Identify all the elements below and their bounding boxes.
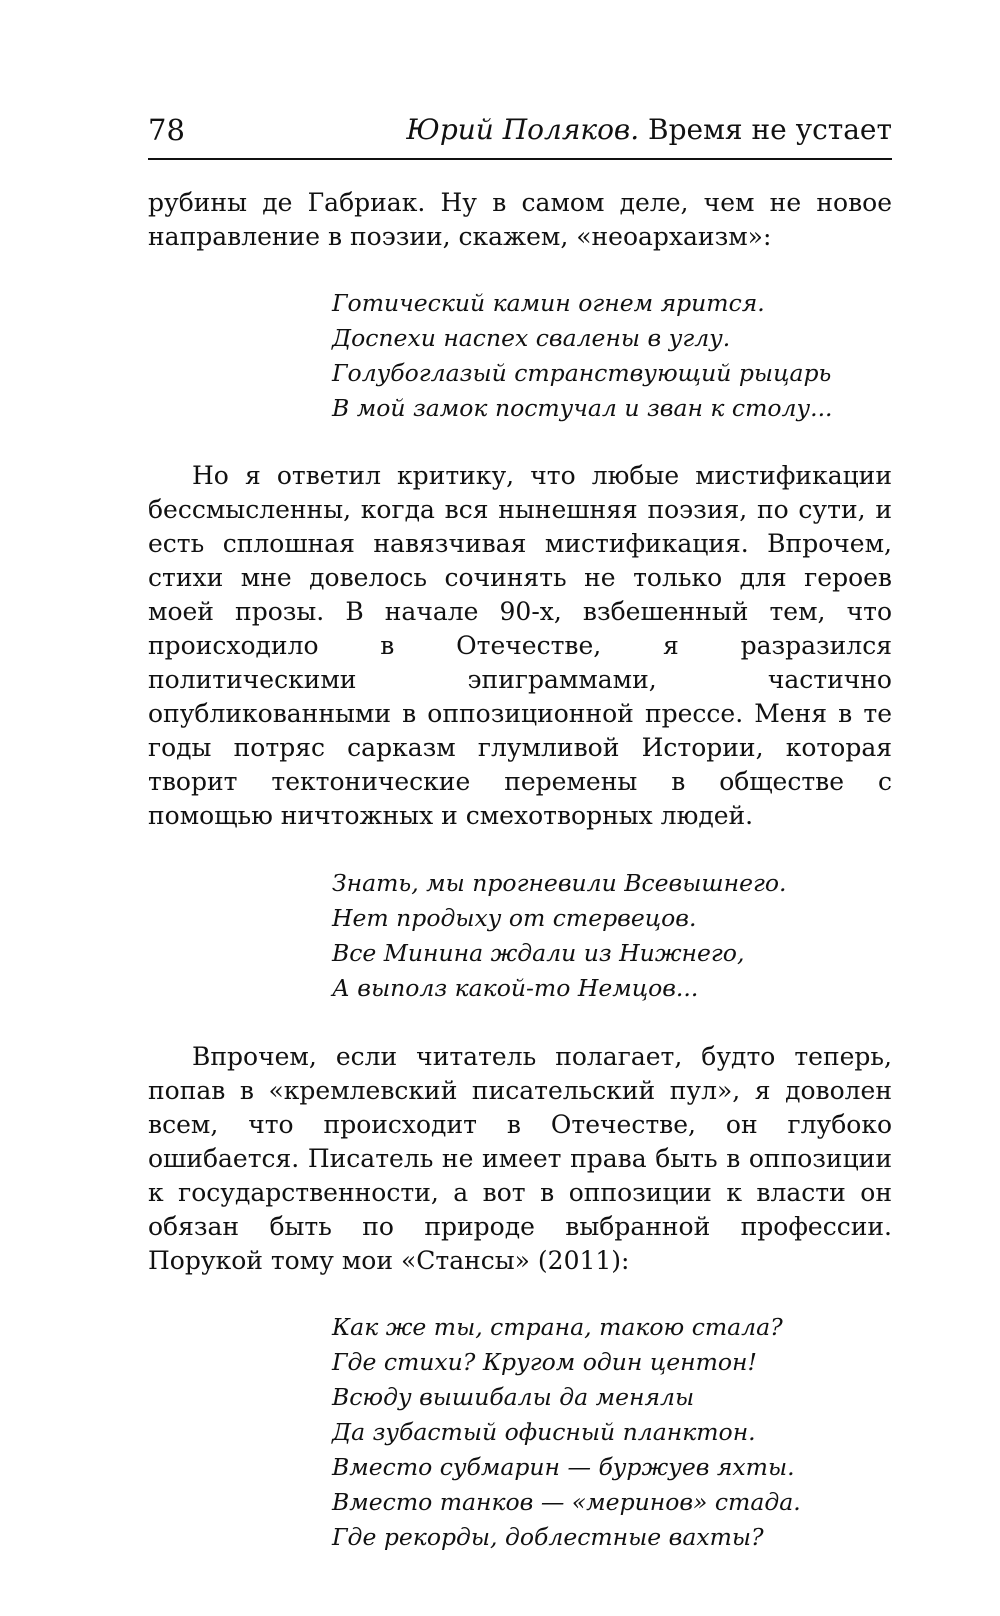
header-rule (148, 158, 892, 160)
verse-line: Где рекорды, доблестные вахты? (332, 1523, 764, 1551)
verse-2 (148, 866, 892, 1006)
verse-line: Где стихи? Кругом один центон! (332, 1348, 757, 1376)
paragraph-2: Но я ответил критику, что любые мистификации бессмысленны, когда вся нынешняя поэзия, по сути, и есть сплошная навязчивая мистификация. Впрочем, стихи мне довелось сочинять не только для героев моей прозы. В начале 90-х, взбешенный тем, что происходило в Отечестве, я разразился политическими эпиграммами, частично опубликованными в оппозиционной прессе. Меня в те годы потряс сарказм глумливой Истории, которая творит тектонические перемены в обществе с помощью ничтожных и смехотворных людей. (148, 461, 892, 830)
paragraph-1: рубины де Габриак. Ну в самом деле, чем не новое направление в поэзии, скажем, «неоархаизм»: (148, 188, 892, 251)
verse-line: Вместо субмарин — буржуев яхты. (332, 1453, 795, 1481)
verse-line: Да зубастый офисный планктон. (332, 1418, 756, 1446)
verse-line: Знать, мы прогневили Всевышнего. (332, 869, 787, 897)
verse-line: Все Минина ждали из Нижнего, (332, 939, 745, 967)
body-text (148, 186, 892, 1555)
verse-line: Доспехи наспех свалены в углу. (332, 324, 731, 352)
verse-line: Голубоглазый странствующий рыцарь (332, 359, 832, 387)
running-head-book-title: Время не устает (648, 113, 892, 146)
verse-line: Нет продыху от стервецов. (332, 904, 697, 932)
verse-line: А выполз какой-то Немцов... (332, 974, 699, 1002)
running-head (148, 110, 892, 150)
running-head-author: Юрий Поляков. (406, 113, 640, 146)
verse-line: Вместо танков — «меринов» стада. (332, 1488, 801, 1516)
verse-line: Всюду вышибалы да менялы (332, 1383, 695, 1411)
verse-3 (148, 1310, 892, 1555)
verse-line: В мой замок постучал и зван к столу... (332, 394, 833, 422)
verse-line: Как же ты, страна, такою стала? (332, 1313, 783, 1341)
paragraph-3: Впрочем, если читатель полагает, будто теперь, попав в «кремлевский писательский пул», я доволен всем, что происходит в Отечестве, он глубоко ошибается. Писатель не имеет права быть в оппозиции к государственности, а вот в оппозиции к власти он обязан быть по природе выбранной профессии. Порукой тому мои «Стансы» (2011): (148, 1042, 892, 1275)
book-page (148, 0, 892, 1616)
verse-1 (148, 286, 892, 426)
verse-line: Готический камин огнем ярится. (332, 289, 765, 317)
running-title (406, 110, 892, 150)
page-number: 78 (148, 113, 185, 147)
